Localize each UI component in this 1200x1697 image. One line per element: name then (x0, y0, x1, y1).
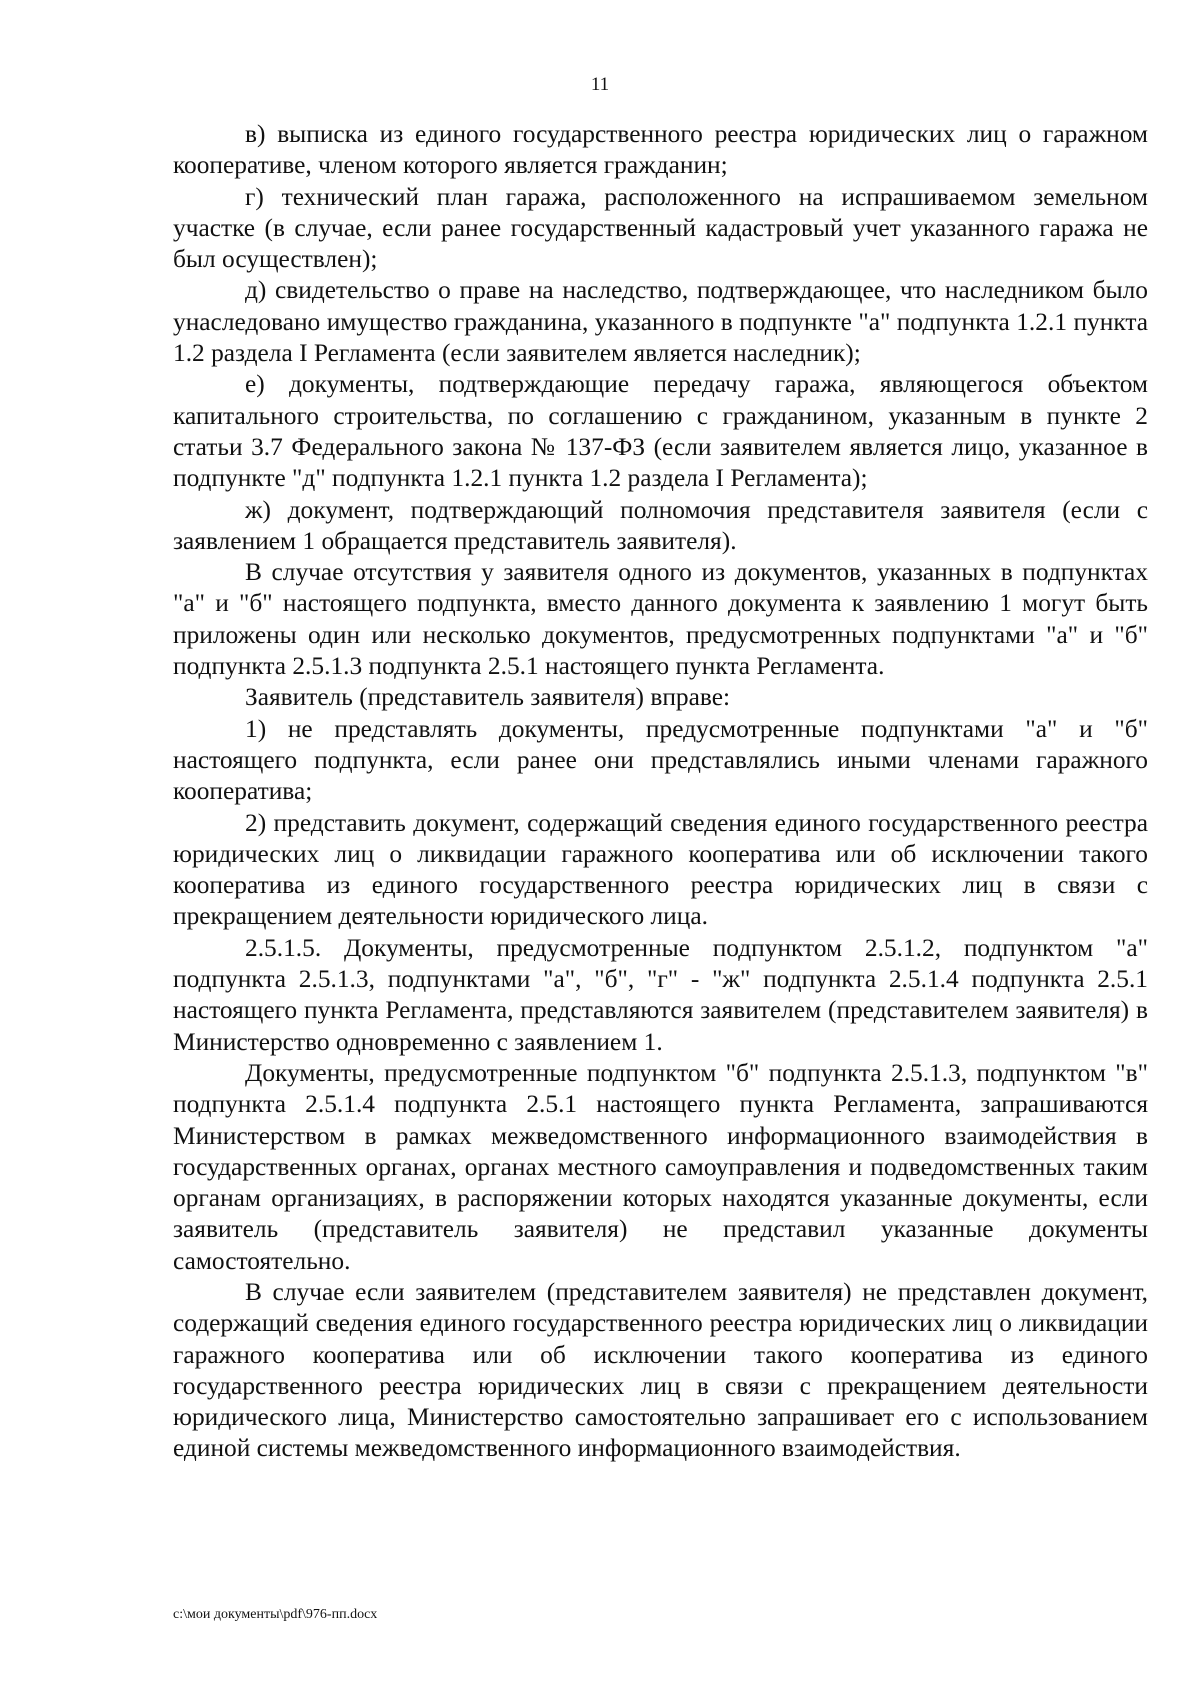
paragraph-item-g: г) технический план гаража, расположенного на испрашиваемом земельном участке (в случае, если ранее государственный кадастровый учет указанного гаража не был осуществлен); (173, 182, 1148, 274)
paragraph-right-2: 2) представить документ, содержащий сведения единого государственного реестра юридических лиц о ликвидации гаражного кооператива или об исключении такого кооператива из единого государственного реестра юридических лиц в связи с прекращением деятельности юридического лица. (173, 808, 1148, 931)
paragraph-2-5-1-5: 2.5.1.5. Документы, предусмотренные подпунктом 2.5.1.2, подпунктом "а" подпункта 2.5.1.3, подпунктами "а", "б", "г" - "ж" подпункта 2.5.1.4 подпункта 2.5.1 настоящего пункта Регламента, представляются заявителем (представителем заявителя) в Министерство одновременно с заявлением 1. (173, 933, 1148, 1056)
paragraph-item-e: е) документы, подтверждающие передачу гаража, являющегося объектом капитального строительства, по соглашению с гражданином, указанным в пункте 2 статьи 3.7 Федерального закона № 137-ФЗ (если заявителем является лицо, указанное в подпункте "д" подпункта 1.2.1 пункта 1.2 раздела I Регламента); (173, 370, 1148, 493)
footer-file-path: c:\мои документы\pdf\976-пп.docx (173, 1607, 378, 1622)
paragraph-requested-documents: Документы, предусмотренные подпунктом "б" подпункта 2.5.1.3, подпунктом "в" подпункта 2.5.1.4 подпункта 2.5.1 настоящего пункта Регламента, запрашиваются Министерством в рамках межведомственного информационного взаимодействия в государственных органах, органах местного самоуправления и подведомственных таким органам организациях, в распоряжении которых находятся указанные документы, если заявитель (представитель заявителя) не представил указанные документы самостоятельно. (173, 1058, 1148, 1275)
paragraph-applicant-rights: Заявитель (представитель заявителя) вправе: (245, 683, 731, 712)
document-body (173, 119, 1148, 1465)
paragraph-item-d: д) свидетельство о праве на наследство, подтверждающее, что наследником было унаследовано имущество гражданина, указанного в подпункте "а" подпункта 1.2.1 пункта 1.2 раздела I Регламента (если заявителем является наследник); (173, 276, 1148, 368)
paragraph-right-1: 1) не представлять документы, предусмотренные подпунктами "а" и "б" настоящего подпункта, если ранее они представлялись иными членами гаражного кооператива; (173, 714, 1148, 806)
paragraph-ministry-request: В случае если заявителем (представителем заявителя) не представлен документ, содержащий сведения единого государственного реестра юридических лиц о ликвидации гаражного кооператива или об исключении такого кооператива из единого государственного реестра юридических лиц в связи с прекращением деятельности юридического лица, Министерство самостоятельно запрашивает его с использованием единой системы межведомственного информационного взаимодействия. (173, 1277, 1148, 1463)
paragraph-item-v: в) выписка из единого государственного реестра юридических лиц о гаражном кооперативе, членом которого является гражданин; (173, 120, 1148, 180)
page-number: 11 (590, 74, 610, 95)
paragraph-item-zh: ж) документ, подтверждающий полномочия представителя заявителя (если с заявлением 1 обращается представитель заявителя). (173, 495, 1148, 555)
paragraph-missing-documents: В случае отсутствия у заявителя одного из документов, указанных в подпунктах "а" и "б" настоящего подпункта, вместо данного документа к заявлению 1 могут быть приложены один или несколько документов, предусмотренных подпунктами "а" и "б" подпункта 2.5.1.3 подпункта 2.5.1 настоящего пункта Регламента. (173, 558, 1148, 681)
